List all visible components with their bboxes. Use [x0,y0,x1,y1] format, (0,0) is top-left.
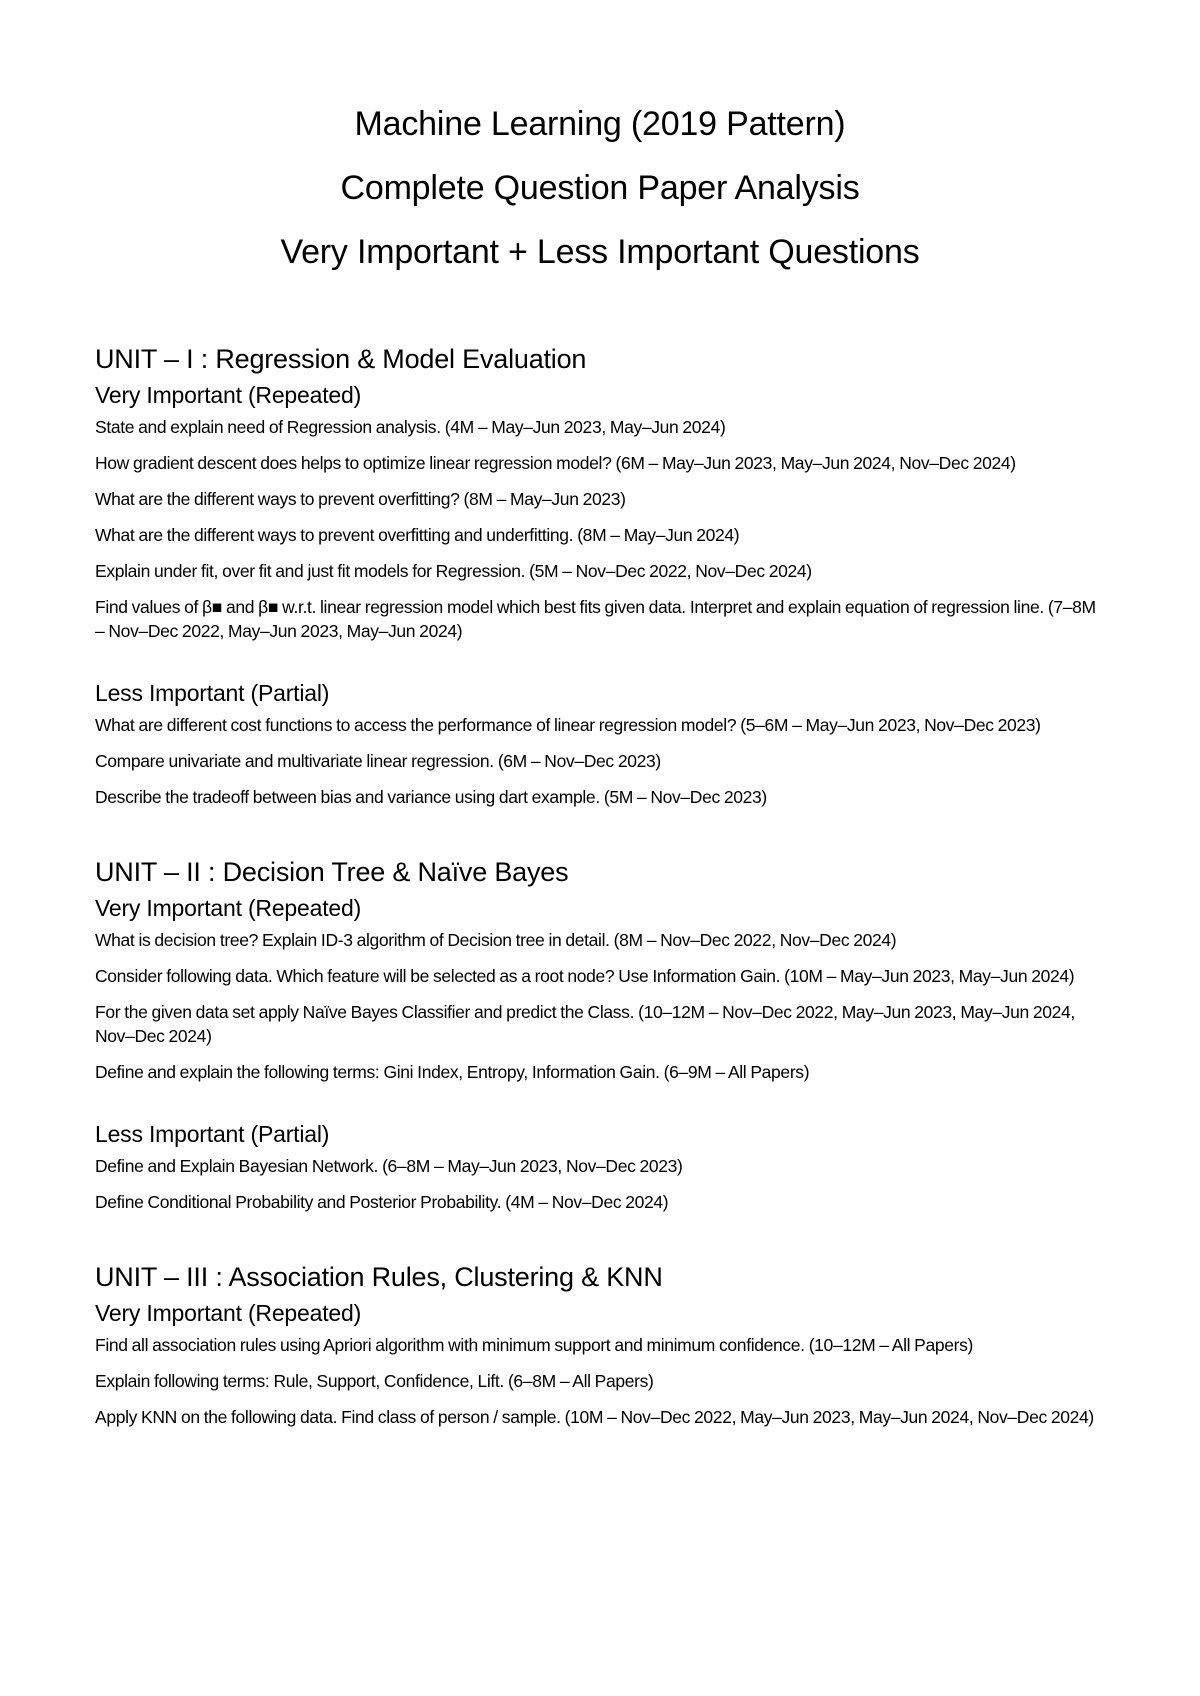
question-item: Describe the tradeoff between bias and variance using dart example. (5M – Nov–Dec 2023) [95,787,767,807]
question-item: Define and Explain Bayesian Network. (6–8M – May–Jun 2023, Nov–Dec 2023) [95,1156,683,1176]
unit-title: UNIT – I : Regression & Model Evaluation [95,344,587,374]
question-group [95,1297,1105,1429]
question-group [95,379,1105,643]
question-list [95,928,1105,1084]
unit-section [95,855,1105,1214]
unit-title: UNIT – II : Decision Tree & Naïve Bayes [95,857,569,887]
question-item: What are the different ways to prevent overfitting? (8M – May–Jun 2023) [95,489,626,509]
question-item: State and explain need of Regression analysis. (4M – May–Jun 2023, May–Jun 2024) [95,417,726,437]
group-title: Very Important (Repeated) [95,895,362,921]
units-container [95,342,1105,1429]
question-group [95,677,1105,809]
question-item: Find all association rules using Apriori algorithm with minimum support and minimum confidence. (10–12M – All Papers) [95,1335,973,1355]
group-title: Less Important (Partial) [95,1121,330,1147]
question-item: Consider following data. Which feature will be selected as a root node? Use Information Gain. (10M – May–Jun 2023, May–Jun 2024) [95,966,1075,986]
question-group [95,892,1105,1084]
question-list [95,1333,1105,1429]
question-item: Find values of β■ and β■ w.r.t. linear regression model which best fits given data. Interpret and explain equation of regression line. (7–8M – Nov–Dec 2022, May–Jun 2023, May–Jun 2024) [95,597,1096,641]
question-list [95,415,1105,643]
question-item: Apply KNN on the following data. Find class of person / sample. (10M – Nov–Dec 2022, May–Jun 2023, May–Jun 2024, Nov–Dec 2024) [95,1407,1094,1427]
question-item: What are the different ways to prevent overfitting and underfitting. (8M – May–Jun 2024) [95,525,740,545]
unit-section [95,342,1105,809]
question-item: What are different cost functions to access the performance of linear regression model? (5–6M – May–Jun 2023, Nov–Dec 2023) [95,715,1041,735]
question-item: Compare univariate and multivariate linear regression. (6M – Nov–Dec 2023) [95,751,661,771]
question-group [95,1118,1105,1214]
question-item: For the given data set apply Naïve Bayes Classifier and predict the Class. (10–12M – Nov–Dec 2022, May–Jun 2023, May–Jun 2024, Nov–Dec 2024) [95,1002,1075,1046]
question-item: Explain following terms: Rule, Support, Confidence, Lift. (6–8M – All Papers) [95,1371,654,1391]
document-subtitle: Complete Question Paper Analysis [340,169,860,207]
group-title: Less Important (Partial) [95,680,330,706]
question-item: Define Conditional Probability and Posterior Probability. (4M – Nov–Dec 2024) [95,1192,669,1212]
question-list [95,713,1105,809]
question-item: What is decision tree? Explain ID-3 algorithm of Decision tree in detail. (8M – Nov–Dec 2022, Nov–Dec 2024) [95,930,897,950]
question-item: How gradient descent does helps to optimize linear regression model? (6M – May–Jun 2023, May–Jun 2024, Nov–Dec 2024) [95,453,1016,473]
group-title: Very Important (Repeated) [95,1300,362,1326]
question-list [95,1154,1105,1214]
question-item: Explain under fit, over fit and just fit models for Regression. (5M – Nov–Dec 2022, Nov–Dec 2024) [95,561,812,581]
document-title: Machine Learning (2019 Pattern) [354,105,846,143]
unit-section [95,1260,1105,1429]
document-tagline: Very Important + Less Important Questions [280,233,920,271]
question-item: Define and explain the following terms: Gini Index, Entropy, Information Gain. (6–9M – All Papers) [95,1062,810,1082]
document-header [95,92,1105,284]
unit-title: UNIT – III : Association Rules, Clustering & KNN [95,1262,663,1292]
group-title: Very Important (Repeated) [95,382,362,408]
